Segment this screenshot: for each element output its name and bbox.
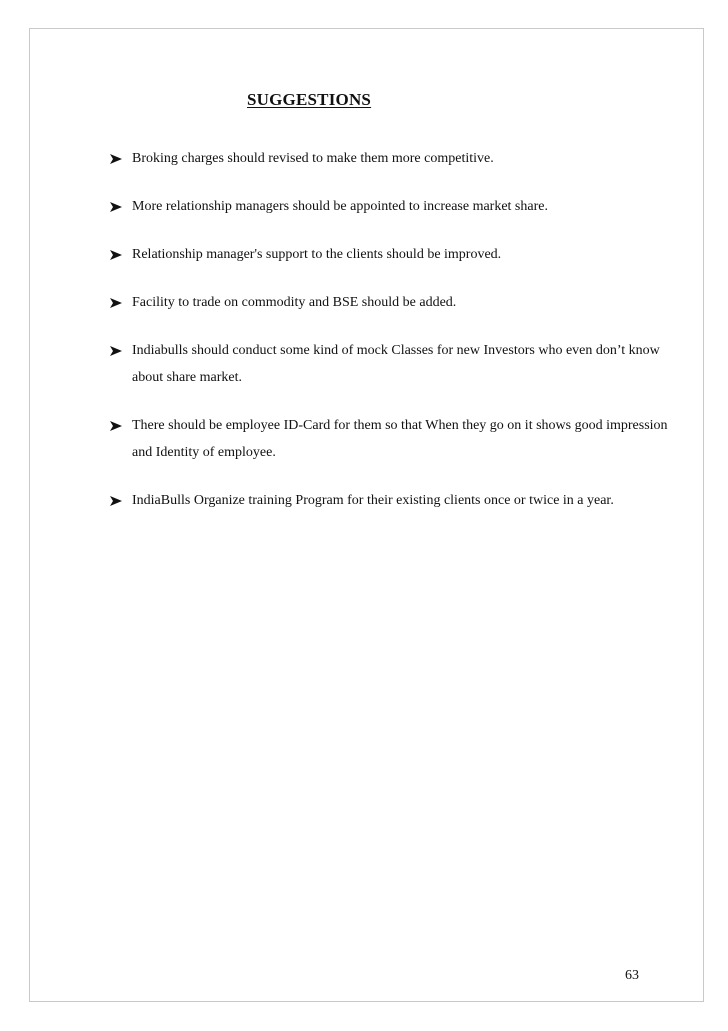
list-item — [110, 241, 670, 268]
suggestion-text: Facility to trade on commodity and BSE should be added. — [132, 295, 457, 310]
arrowhead-bullet-icon — [110, 298, 122, 308]
arrowhead-bullet-icon — [110, 346, 122, 356]
suggestion-text: More relationship managers should be appointed to increase market share. — [132, 199, 548, 214]
suggestion-text: IndiaBulls Organize training Program for their existing clients once or twice in a year. — [132, 493, 614, 508]
arrowhead-bullet-icon — [110, 154, 122, 164]
page-title: SUGGESTIONS — [247, 90, 372, 109]
arrowhead-bullet-icon — [110, 250, 122, 260]
list-item — [110, 145, 670, 172]
suggestion-text: Relationship manager's support to the clients should be improved. — [132, 247, 502, 262]
suggestion-text: Broking charges should revised to make them more competitive. — [132, 151, 494, 166]
suggestions-list — [110, 145, 670, 535]
page-number: 63 — [625, 968, 639, 983]
list-item — [110, 337, 670, 391]
arrowhead-bullet-icon — [110, 202, 122, 212]
list-item — [110, 487, 670, 514]
list-item — [110, 289, 670, 316]
arrowhead-bullet-icon — [110, 421, 122, 431]
list-item — [110, 412, 670, 466]
suggestion-text: There should be employee ID-Card for them so that When they go on it shows good impression and Identity of employee. — [132, 418, 668, 460]
list-item — [110, 193, 670, 220]
arrowhead-bullet-icon — [110, 496, 122, 506]
suggestion-text: Indiabulls should conduct some kind of mock Classes for new Investors who even don’t know about share market. — [132, 343, 660, 385]
